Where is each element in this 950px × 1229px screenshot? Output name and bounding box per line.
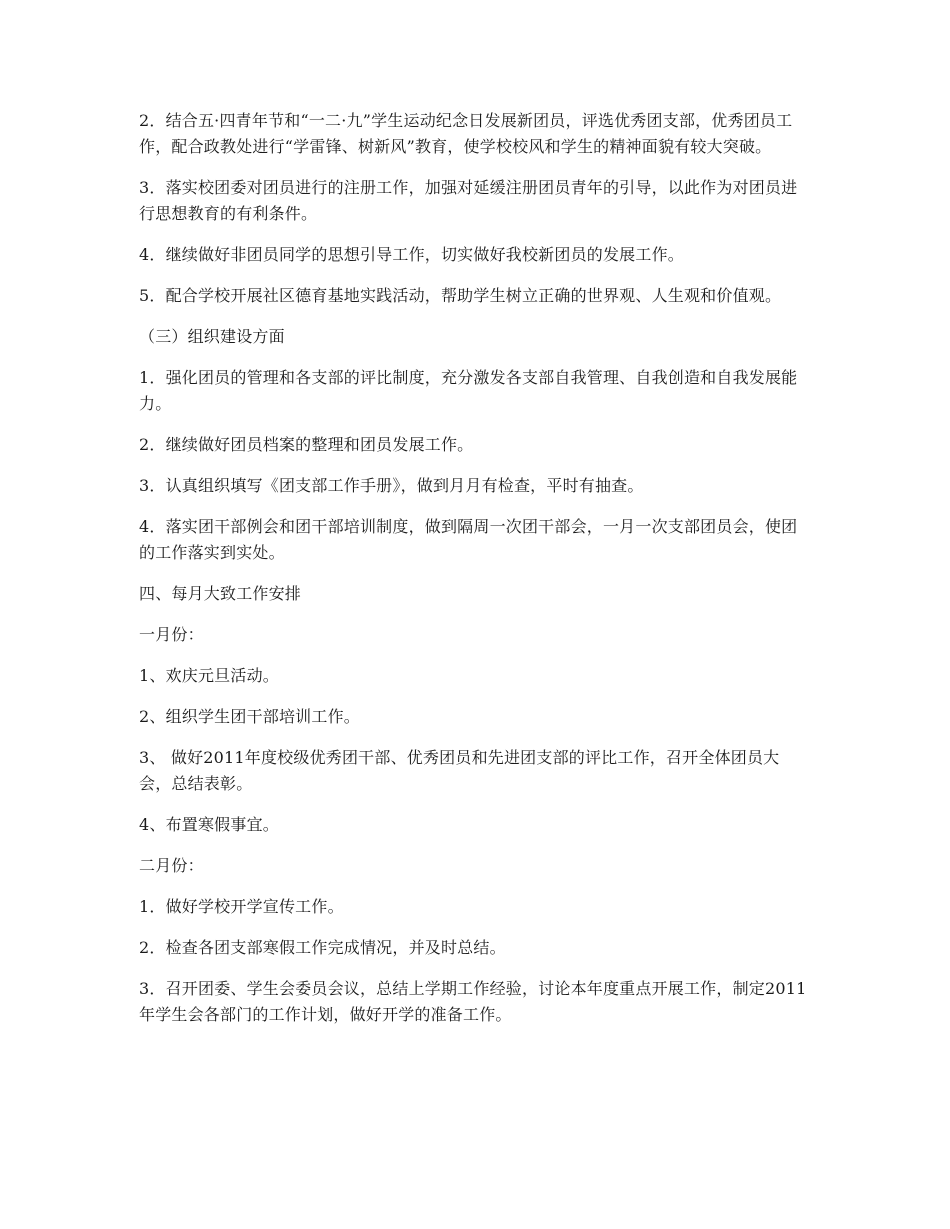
paragraph-org-4: 4．落实团干部例会和团干部培训制度，做到隔周一次团干部会，一月一次支部团员会，使团的工作落实到实处。 [139,517,798,562]
february-item-3: 3．召开团委、学生会委员会议，总结上学期工作经验，讨论本年度重点开展工作，制定2011年学生会各部门的工作计划，做好开学的准备工作。 [139,979,807,1024]
paragraph-org-1: 1．强化团员的管理和各支部的评比制度，充分激发各支部自我管理、自我创造和自我发展能力。 [139,368,798,413]
paragraph-item-3: 3．落实校团委对团员进行的注册工作，加强对延缓注册团员青年的引导，以此作为对团员进行思想教育的有利条件。 [139,178,798,223]
section-heading-organization: （三）组织建设方面 [139,327,285,346]
january-item-3: 3、 做好2011年度校级优秀团干部、优秀团员和先进团支部的评比工作，召开全体团员大会，总结表彰。 [139,748,780,793]
month-heading-january: 一月份： [139,625,204,644]
february-item-1: 1．做好学校开学宣传工作。 [139,897,344,916]
document-body [139,108,811,1043]
section-heading-monthly: 四、每月大致工作安排 [139,584,302,603]
paragraph-item-2: 2．结合五·四青年节和“一二·九”学生运动纪念日发展新团员，评选优秀团支部，优秀团员工作，配合政教处进行“学雷锋、树新风”教育，使学校校风和学生的精神面貌有较大突破。 [139,111,793,156]
january-item-4: 4、布置寒假事宜。 [139,815,279,834]
january-item-1: 1、欢庆元旦活动。 [139,666,279,685]
february-item-2: 2．检查各团支部寒假工作完成情况，并及时总结。 [139,938,506,957]
paragraph-org-2: 2．继续做好团员档案的整理和团员发展工作。 [139,435,474,454]
month-heading-february: 二月份： [139,856,204,875]
january-item-2: 2、组织学生团干部培训工作。 [139,707,360,726]
paragraph-org-3: 3．认真组织填写《团支部工作手册》，做到月月有检查，平时有抽查。 [139,476,644,495]
paragraph-item-5: 5．配合学校开展社区德育基地实践活动，帮助学生树立正确的世界观、人生观和价值观。 [139,286,782,305]
paragraph-item-4: 4．继续做好非团员同学的思想引导工作，切实做好我校新团员的发展工作。 [139,245,684,264]
